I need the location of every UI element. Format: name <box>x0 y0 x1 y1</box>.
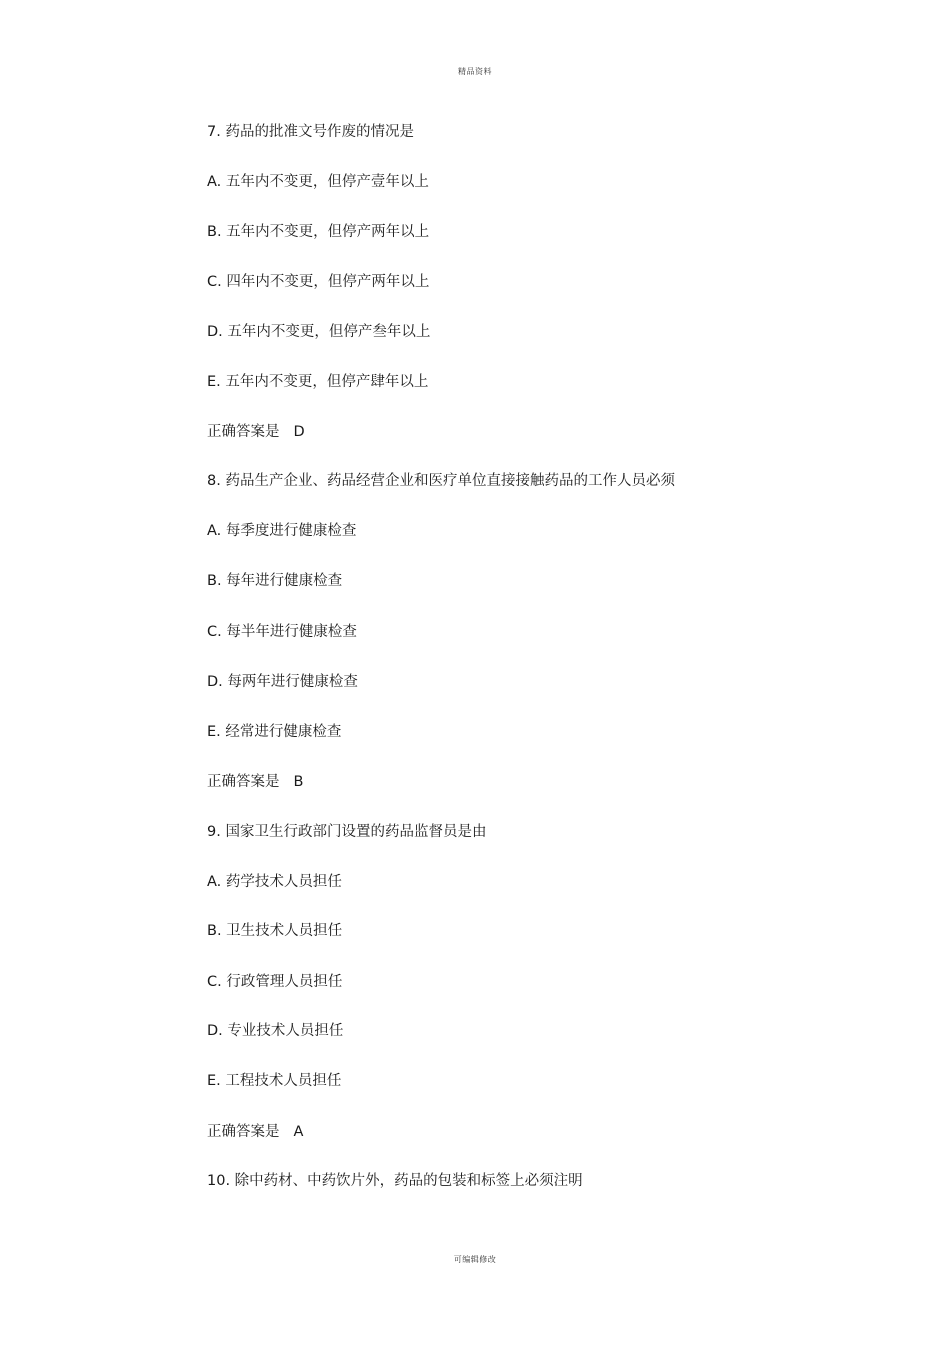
answer-value: B <box>293 774 304 790</box>
question-7-stem: 7. 药品的批准文号作废的情况是 <box>207 124 414 140</box>
question-9-option-c: C. 行政管理人员担任 <box>207 974 343 990</box>
question-10-stem: 10. 除中药材、中药饮片外，药品的包装和标签上必须注明 <box>207 1173 583 1189</box>
answer-label: 正确答案是 <box>207 774 280 790</box>
question-9-stem: 9. 国家卫生行政部门设置的药品监督员是由 <box>207 824 487 840</box>
answer-value: A <box>293 1124 304 1140</box>
question-7-option-d: D. 五年内不变更，但停产叁年以上 <box>207 324 431 340</box>
question-8-option-b: B. 每年进行健康检查 <box>207 573 343 589</box>
question-7-option-b: B. 五年内不变更，但停产两年以上 <box>207 224 430 240</box>
question-9-answer <box>207 1123 303 1141</box>
question-8-option-e: E. 经常进行健康检查 <box>207 724 342 740</box>
question-7-answer <box>207 423 305 441</box>
question-8-option-a: A. 每季度进行健康检查 <box>207 523 357 539</box>
question-7-option-e: E. 五年内不变更，但停产肆年以上 <box>207 374 429 390</box>
question-9-option-b: B. 卫生技术人员担任 <box>207 923 343 939</box>
question-9-option-a: A. 药学技术人员担任 <box>207 874 342 890</box>
question-9-option-e: E. 工程技术人员担任 <box>207 1073 342 1089</box>
answer-label: 正确答案是 <box>207 1124 280 1140</box>
answer-value: D <box>293 424 305 440</box>
question-8-stem: 8. 药品生产企业、药品经营企业和医疗单位直接接触药品的工作人员必须 <box>207 473 675 489</box>
answer-label: 正确答案是 <box>207 424 280 440</box>
page-header: 精品资料 <box>458 67 492 76</box>
page-footer: 可编辑修改 <box>453 1255 497 1264</box>
question-8-option-d: D. 每两年进行健康检查 <box>207 674 358 690</box>
question-8-answer <box>207 773 303 791</box>
question-7-option-c: C. 四年内不变更，但停产两年以上 <box>207 274 430 290</box>
question-9-option-d: D. 专业技术人员担任 <box>207 1023 344 1039</box>
question-8-option-c: C. 每半年进行健康检查 <box>207 624 357 640</box>
question-7-option-a: A. 五年内不变更，但停产壹年以上 <box>207 174 429 190</box>
